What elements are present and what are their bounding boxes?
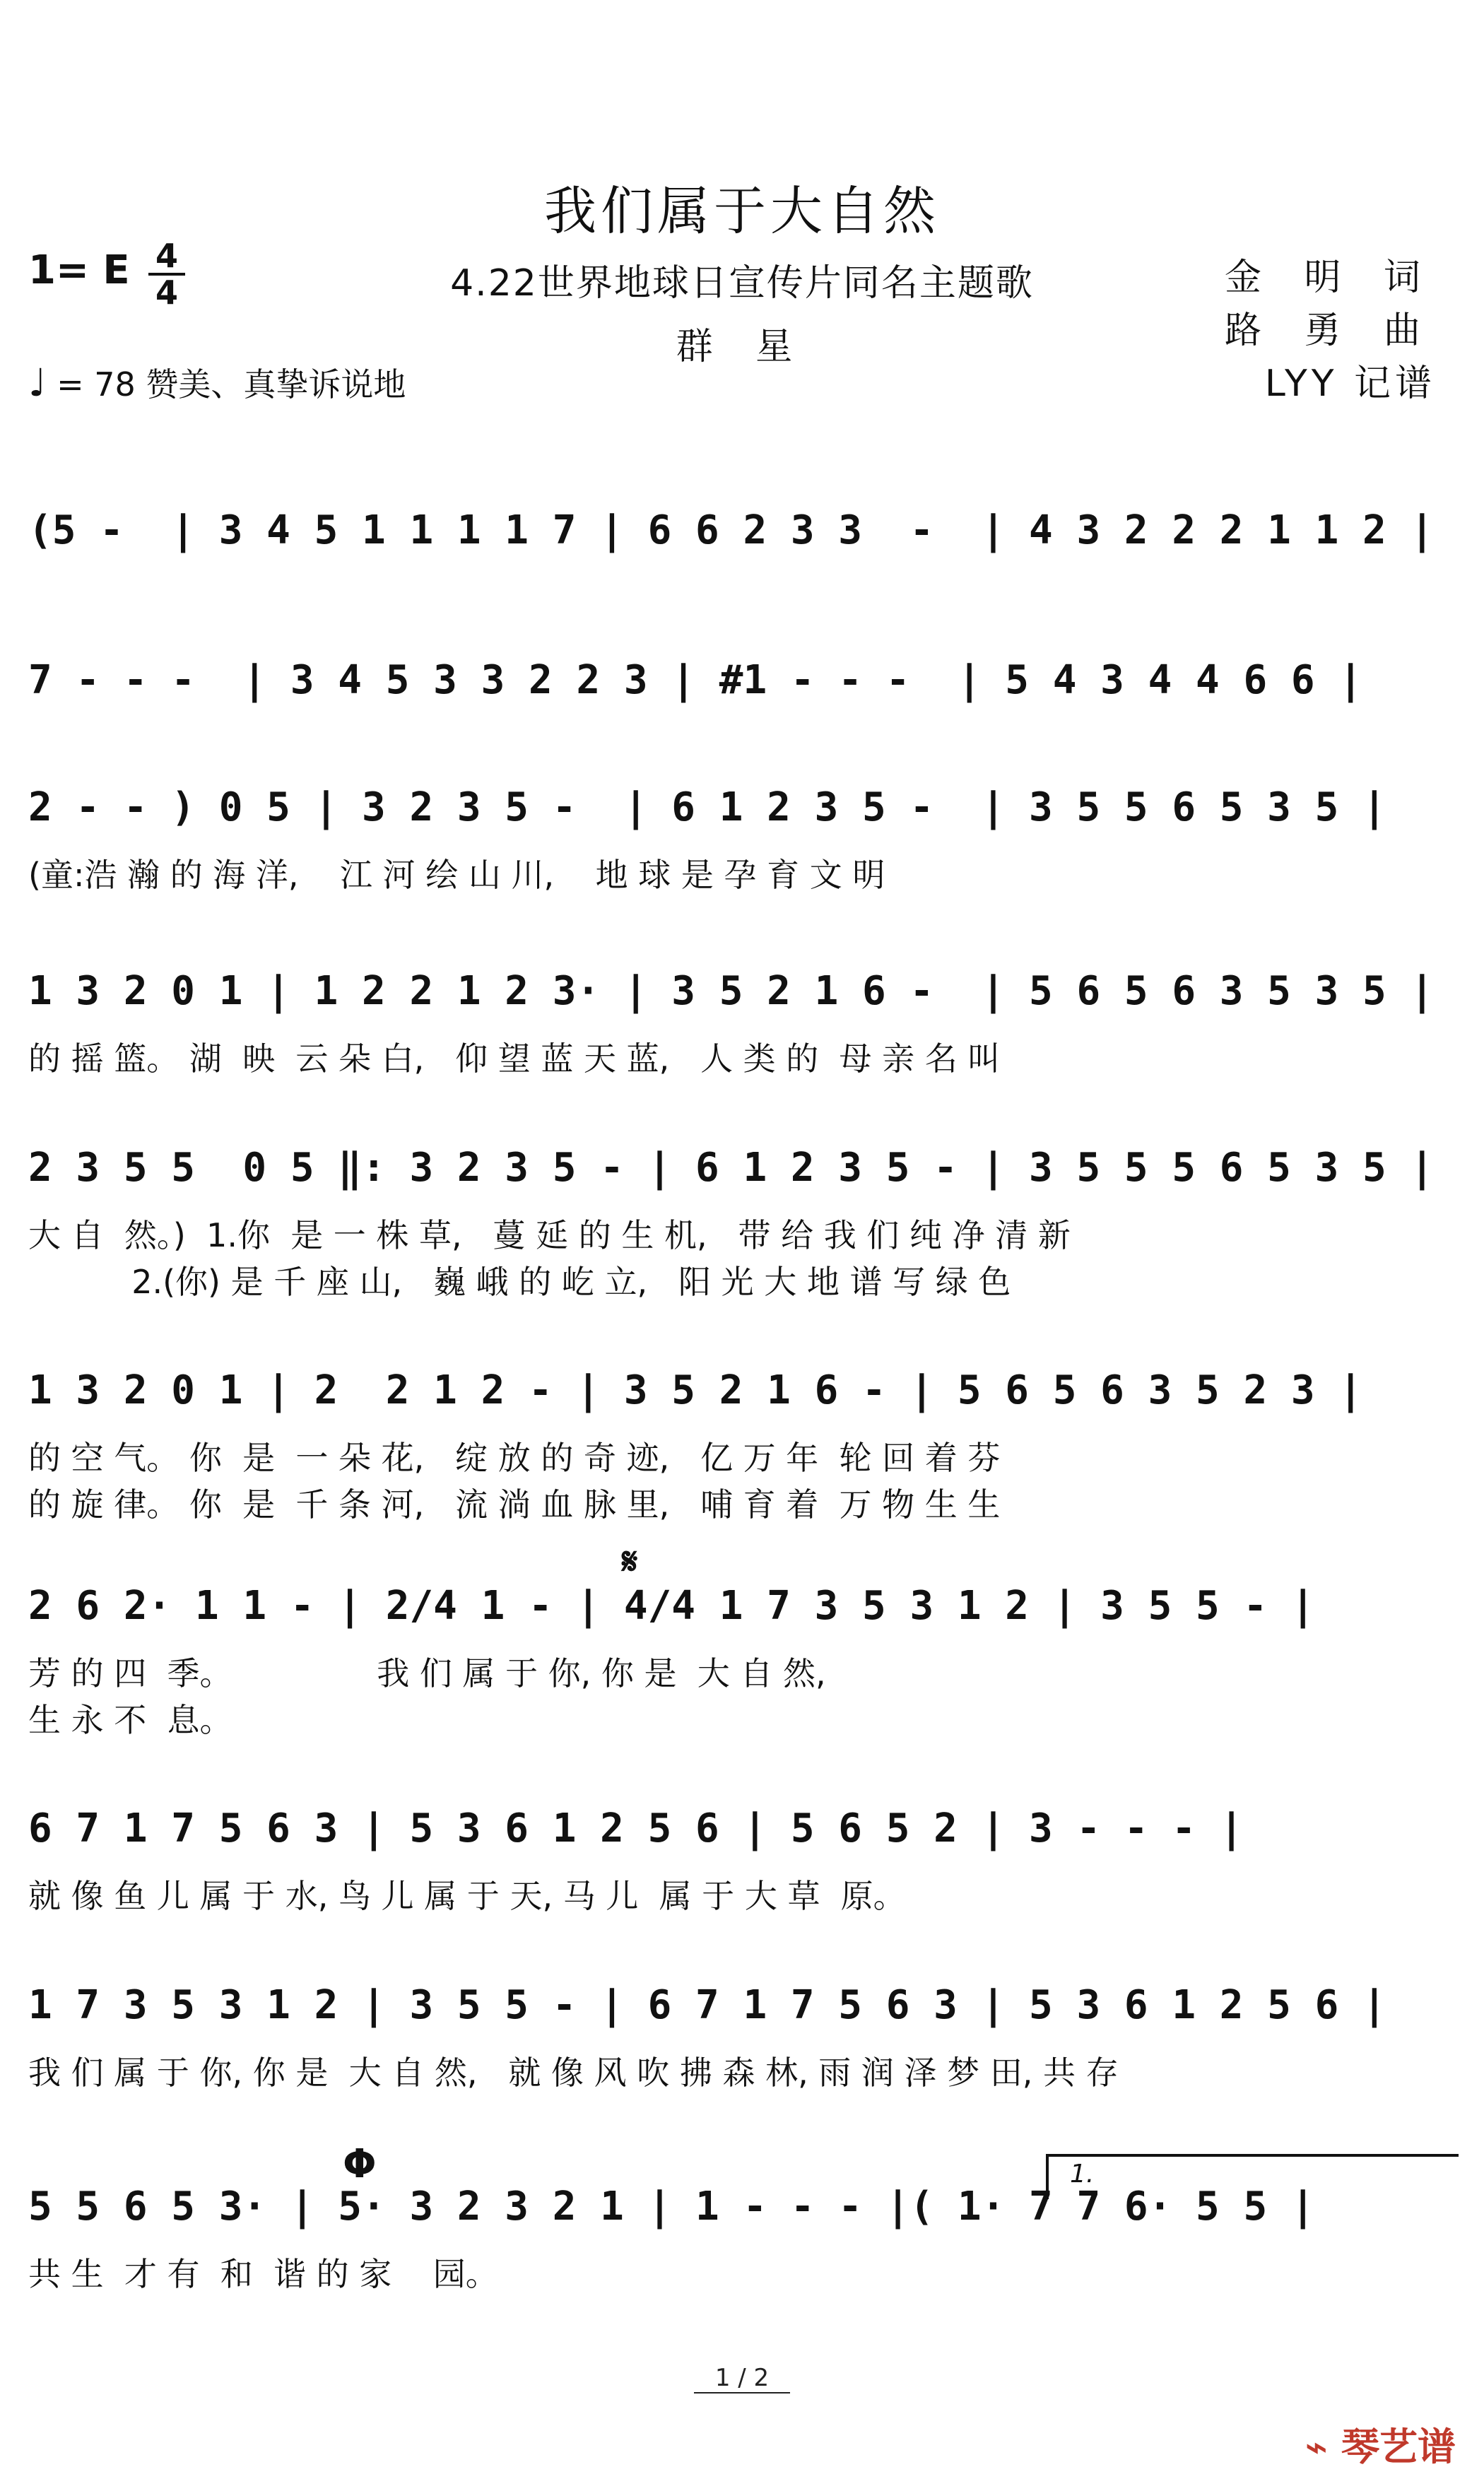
notation-row-9: 1 7 3 5 3 1 2 | 3 5 5 - | 6 7 1 7 5 6 3 | 5 3 6 1 2 5 6 | xyxy=(28,1982,1386,2028)
notation-row-10: 5 5 6 5 3· | 5· 3 2 3 2 1 | 1 - - - |( 1· 7 7 6· 5 5 | xyxy=(28,2184,1315,2230)
transcriber: LYY 记谱 xyxy=(1264,363,1436,405)
lyric-line: 共 生 才 有 和 谐 的 家 园。 xyxy=(28,2255,498,2293)
lyric-line: 我 们 属 于 你, 你 是 大 自 然, 就 像 风 吹 拂 森 林, 雨 润 泽 梦 田, 共 存 xyxy=(28,2054,1119,2092)
logo-icon: ⌁ xyxy=(1305,2425,1329,2469)
singer: 群 星 xyxy=(676,326,808,368)
notation-row-7: 2 6 2· 1 1 - | 2/4 1 - | 4/4 1 7 3 5 3 1 2 | 3 5 5 - | xyxy=(28,1583,1315,1629)
coda-icon: Φ xyxy=(343,2141,377,2187)
score-subtitle: 4.22世界地球日宣传片同名主题歌 xyxy=(450,262,1034,305)
lyric-line: 就 像 鱼 儿 属 于 水, 鸟 儿 属 于 天, 马 儿 属 于 大 草 原。 xyxy=(28,1877,906,1915)
lyric-line: 的 空 气。 你 是 一 朵 花, 绽 放 的 奇 迹, 亿 万 年 轮 回 着 芬 xyxy=(28,1439,1001,1477)
lyric-line: 生 永 不 息。 xyxy=(28,1701,232,1739)
page-number: 1 / 2 xyxy=(0,2364,1484,2392)
time-bottom: 4 xyxy=(155,273,178,312)
notation-row-8: 6 7 1 7 5 6 3 | 5 3 6 1 2 5 6 | 5 6 5 2 | 3 - - - | xyxy=(28,1806,1244,1851)
time-signature xyxy=(146,237,188,312)
notation-row-1: (5 - | 3 4 5 1 1 1 1 7 | 6 6 2 3 3 - | 4 3 2 2 2 1 1 2 | xyxy=(28,507,1435,553)
notation-row-5: 2 3 5 5 0 5 ‖: 3 2 3 5 - | 6 1 2 3 5 - | 3 5 5 5 6 5 3 5 | xyxy=(28,1145,1435,1191)
composer: 路 勇 曲 xyxy=(1224,310,1436,352)
tempo-text: = 78 赞美、真挚诉说地 xyxy=(57,365,406,404)
volta-number: 1. xyxy=(1070,2160,1095,2189)
time-top: 4 xyxy=(155,237,178,275)
quarter-note-icon: ♩ xyxy=(28,360,47,405)
logo-text: 琴艺谱 xyxy=(1341,2425,1456,2469)
segno-icon: 𝄋 xyxy=(622,1541,638,1583)
notation-row-6: 1 3 2 0 1 | 2 2 1 2 - | 3 5 2 1 6 - | 5 6 5 6 3 5 2 3 | xyxy=(28,1367,1363,1413)
lyric-line: (童:浩 瀚 的 海 洋, 江 河 绘 山 川, 地 球 是 孕 育 文 明 xyxy=(28,856,885,894)
first-ending-bracket xyxy=(1046,2154,1459,2199)
lyric-line: 芳 的 四 季。 我 们 属 于 你, 你 是 大 自 然, xyxy=(28,1654,826,1692)
lyric-line: 大 自 然。) 1.你 是 一 株 草, 蔓 延 的 生 机, 带 给 我 们 纯 净 清 新 xyxy=(28,1216,1071,1254)
site-logo xyxy=(1305,2417,1456,2471)
lyric-line: 2.(你) 是 千 座 山, 巍 峨 的 屹 立, 阳 光 大 地 谱 写 绿 色 xyxy=(28,1263,1011,1301)
notation-row-4: 1 3 2 0 1 | 1 2 2 1 2 3· | 3 5 2 1 6 - | 5 6 5 6 3 5 3 5 | xyxy=(28,968,1435,1014)
key-signature: 1= E xyxy=(28,247,130,293)
notation-row-3: 2 - - ) 0 5 | 3 2 3 5 - | 6 1 2 3 5 - | 3 5 5 6 5 3 5 | xyxy=(28,784,1386,830)
score-title: 我们属于大自然 xyxy=(544,181,940,242)
lyric-line: 的 摇 篮。 湖 映 云 朵 白, 仰 望 蓝 天 蓝, 人 类 的 母 亲 名 叫 xyxy=(28,1040,1001,1078)
lyric-line: 的 旋 律。 你 是 千 条 河, 流 淌 血 脉 里, 哺 育 着 万 物 生 生 xyxy=(28,1485,1001,1524)
lyricist: 金 明 词 xyxy=(1224,257,1436,299)
notation-row-2: 7 - - - | 3 4 5 3 3 2 2 3 | #1 - - - | 5 4 3 4 4 6 6 | xyxy=(28,657,1363,703)
tempo-marking xyxy=(28,359,406,406)
